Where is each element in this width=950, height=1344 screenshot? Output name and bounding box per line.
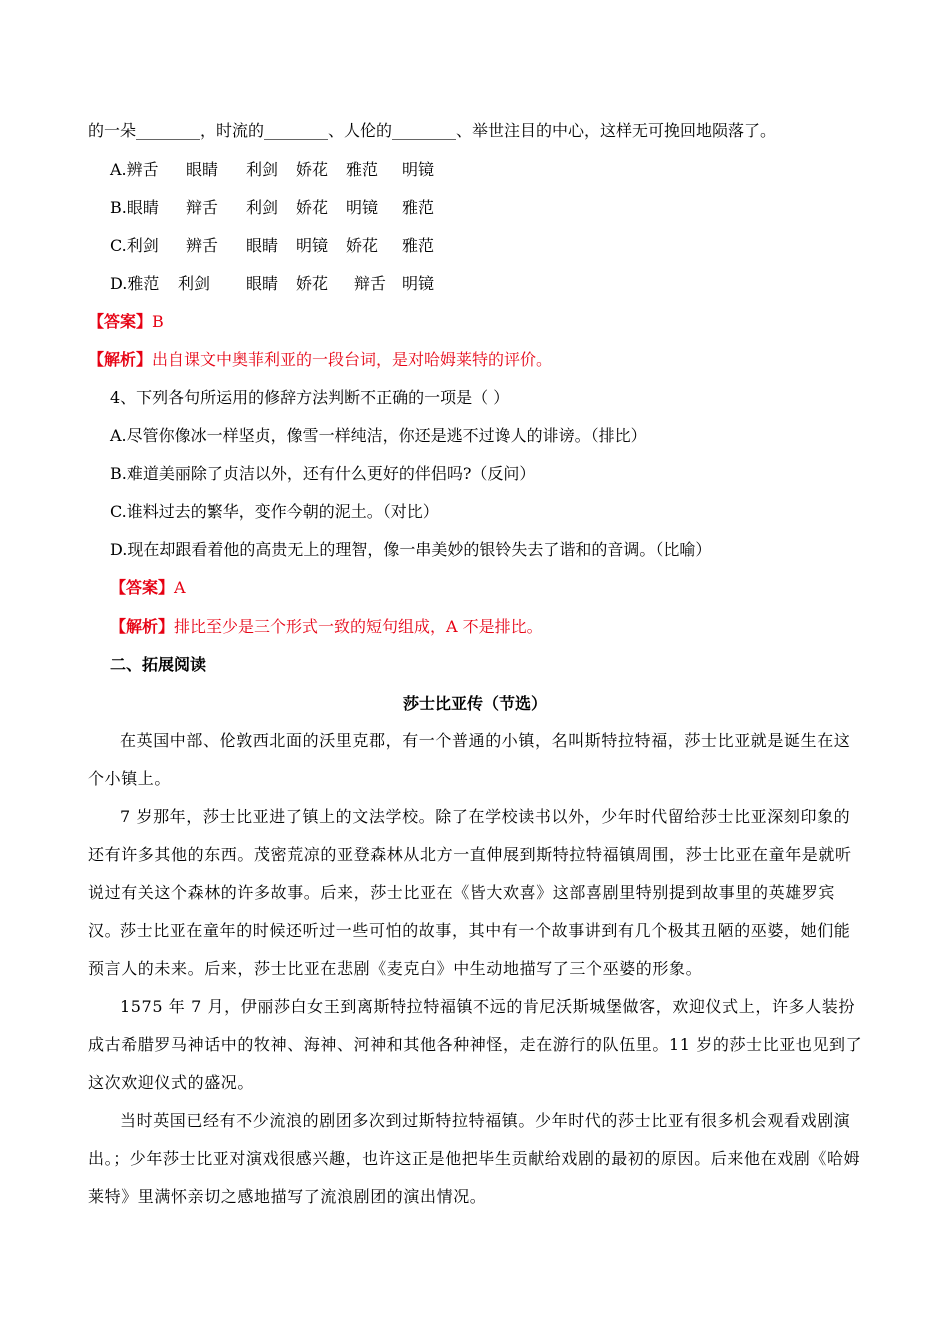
section-heading: 二、拓展阅读 — [110, 655, 207, 674]
q4-answer — [110, 578, 186, 598]
analysis-tag: 【解析】 — [88, 350, 153, 369]
article-title: 莎士比亚传（节选） — [402, 694, 547, 713]
article-paragraph-2: 7 岁那年，莎士比亚进了镇上的文法学校。除了在学校读书以外，少年时代留给莎士比亚深刻印象的还有许多其他的东西。茂密荒凉的亚登森林从北方一直伸展到斯特拉特福镇周围，莎士比亚在童年是就听说过有关这个森林的许多故事。后来，莎士比亚在《皆大欢喜》这部喜剧里特别提到故事里的英雄罗宾汉。 — [88, 807, 852, 940]
q3-answer — [88, 312, 164, 332]
q4-option-a: A.尽管你像冰一样坚贞，像雪一样纯洁，你还是逃不过谗人的诽谤。（排比） — [110, 426, 647, 445]
analysis-text: 出自课文中奥菲利亚的一段台词，是对哈姆莱特的评价。 — [152, 350, 553, 369]
article-paragraph-3: 莎士比亚在童年的时候还听过一些可怕的故事，其中有一个故事讲到有几个极其丑陋的巫婆，她们能预言人的未来。后来，莎士比亚在悲剧《麦克白》中生动地描写了三个巫婆的形象。 — [88, 921, 851, 978]
q4-option-c: C.谁料过去的繁华，变作今朝的泥土。（对比） — [110, 502, 439, 521]
q3-analysis — [88, 350, 552, 370]
article-paragraph-1: 在英国中部、伦敦西北面的沃里克郡，有一个普通的小镇，名叫斯特拉特福，莎士比亚就是诞生在这个小镇上。 — [88, 731, 851, 788]
q4-analysis — [110, 617, 543, 637]
q3-option-c: C.利剑 辨舌 眼睛 明镜 娇花 雅范 — [110, 236, 435, 255]
answer-value: B — [152, 312, 164, 331]
q3-stem-tail: 的一朵________，时流的________、人伦的________、举世注目的中心，这样无可挽回地陨落了。 — [88, 121, 777, 140]
q3-option-b: B.眼睛 辩舌 利剑 娇花 明镜 雅范 — [110, 198, 435, 217]
q4-stem: 4、下列各句所运用的修辞方法判断不正确的一项是（ ） — [110, 388, 510, 407]
analysis-text: 排比至少是三个形式一致的短句组成，A 不是排比。 — [174, 617, 543, 636]
q4-option-b: B.难道美丽除了贞洁以外，还有什么更好的伴侣吗?（反问） — [110, 464, 536, 483]
article-paragraph-4: 1575 年 7 月，伊丽莎白女王到离斯特拉特福镇不远的肯尼沃斯城堡做客，欢迎仪式上，许多人装扮成古希腊罗马神话中的牧神、海神、河神和其他各种神怪，走在游行的队伍里。11 岁的莎士比亚也见到了这次欢迎仪式的盛况。 — [88, 997, 863, 1092]
q3-option-a: A.辨舌 眼睛 利剑 娇花 雅范 明镜 — [110, 160, 435, 179]
analysis-tag: 【解析】 — [110, 617, 175, 636]
answer-tag: 【答案】 — [110, 578, 175, 597]
q3-option-d: D.雅范 利剑 眼睛 娇花 辩舌 明镜 — [110, 274, 435, 293]
answer-tag: 【答案】 — [88, 312, 153, 331]
answer-value: A — [174, 578, 186, 597]
article-paragraph-5: 当时英国已经有不少流浪的剧团多次到过斯特拉特福镇。少年时代的莎士比亚有很多机会观看戏剧演出。；少年莎士比亚对演戏很感兴趣，也许这正是他把毕生贡献给戏剧的最初的原因。后来他在戏剧《哈姆莱特》里满怀亲切之感地描写了流浪剧团的演出情况。 — [88, 1111, 861, 1206]
q4-option-d: D.现在却跟看着他的高贵无上的理智，像一串美妙的银铃失去了谐和的音调。（比喻） — [110, 540, 712, 559]
